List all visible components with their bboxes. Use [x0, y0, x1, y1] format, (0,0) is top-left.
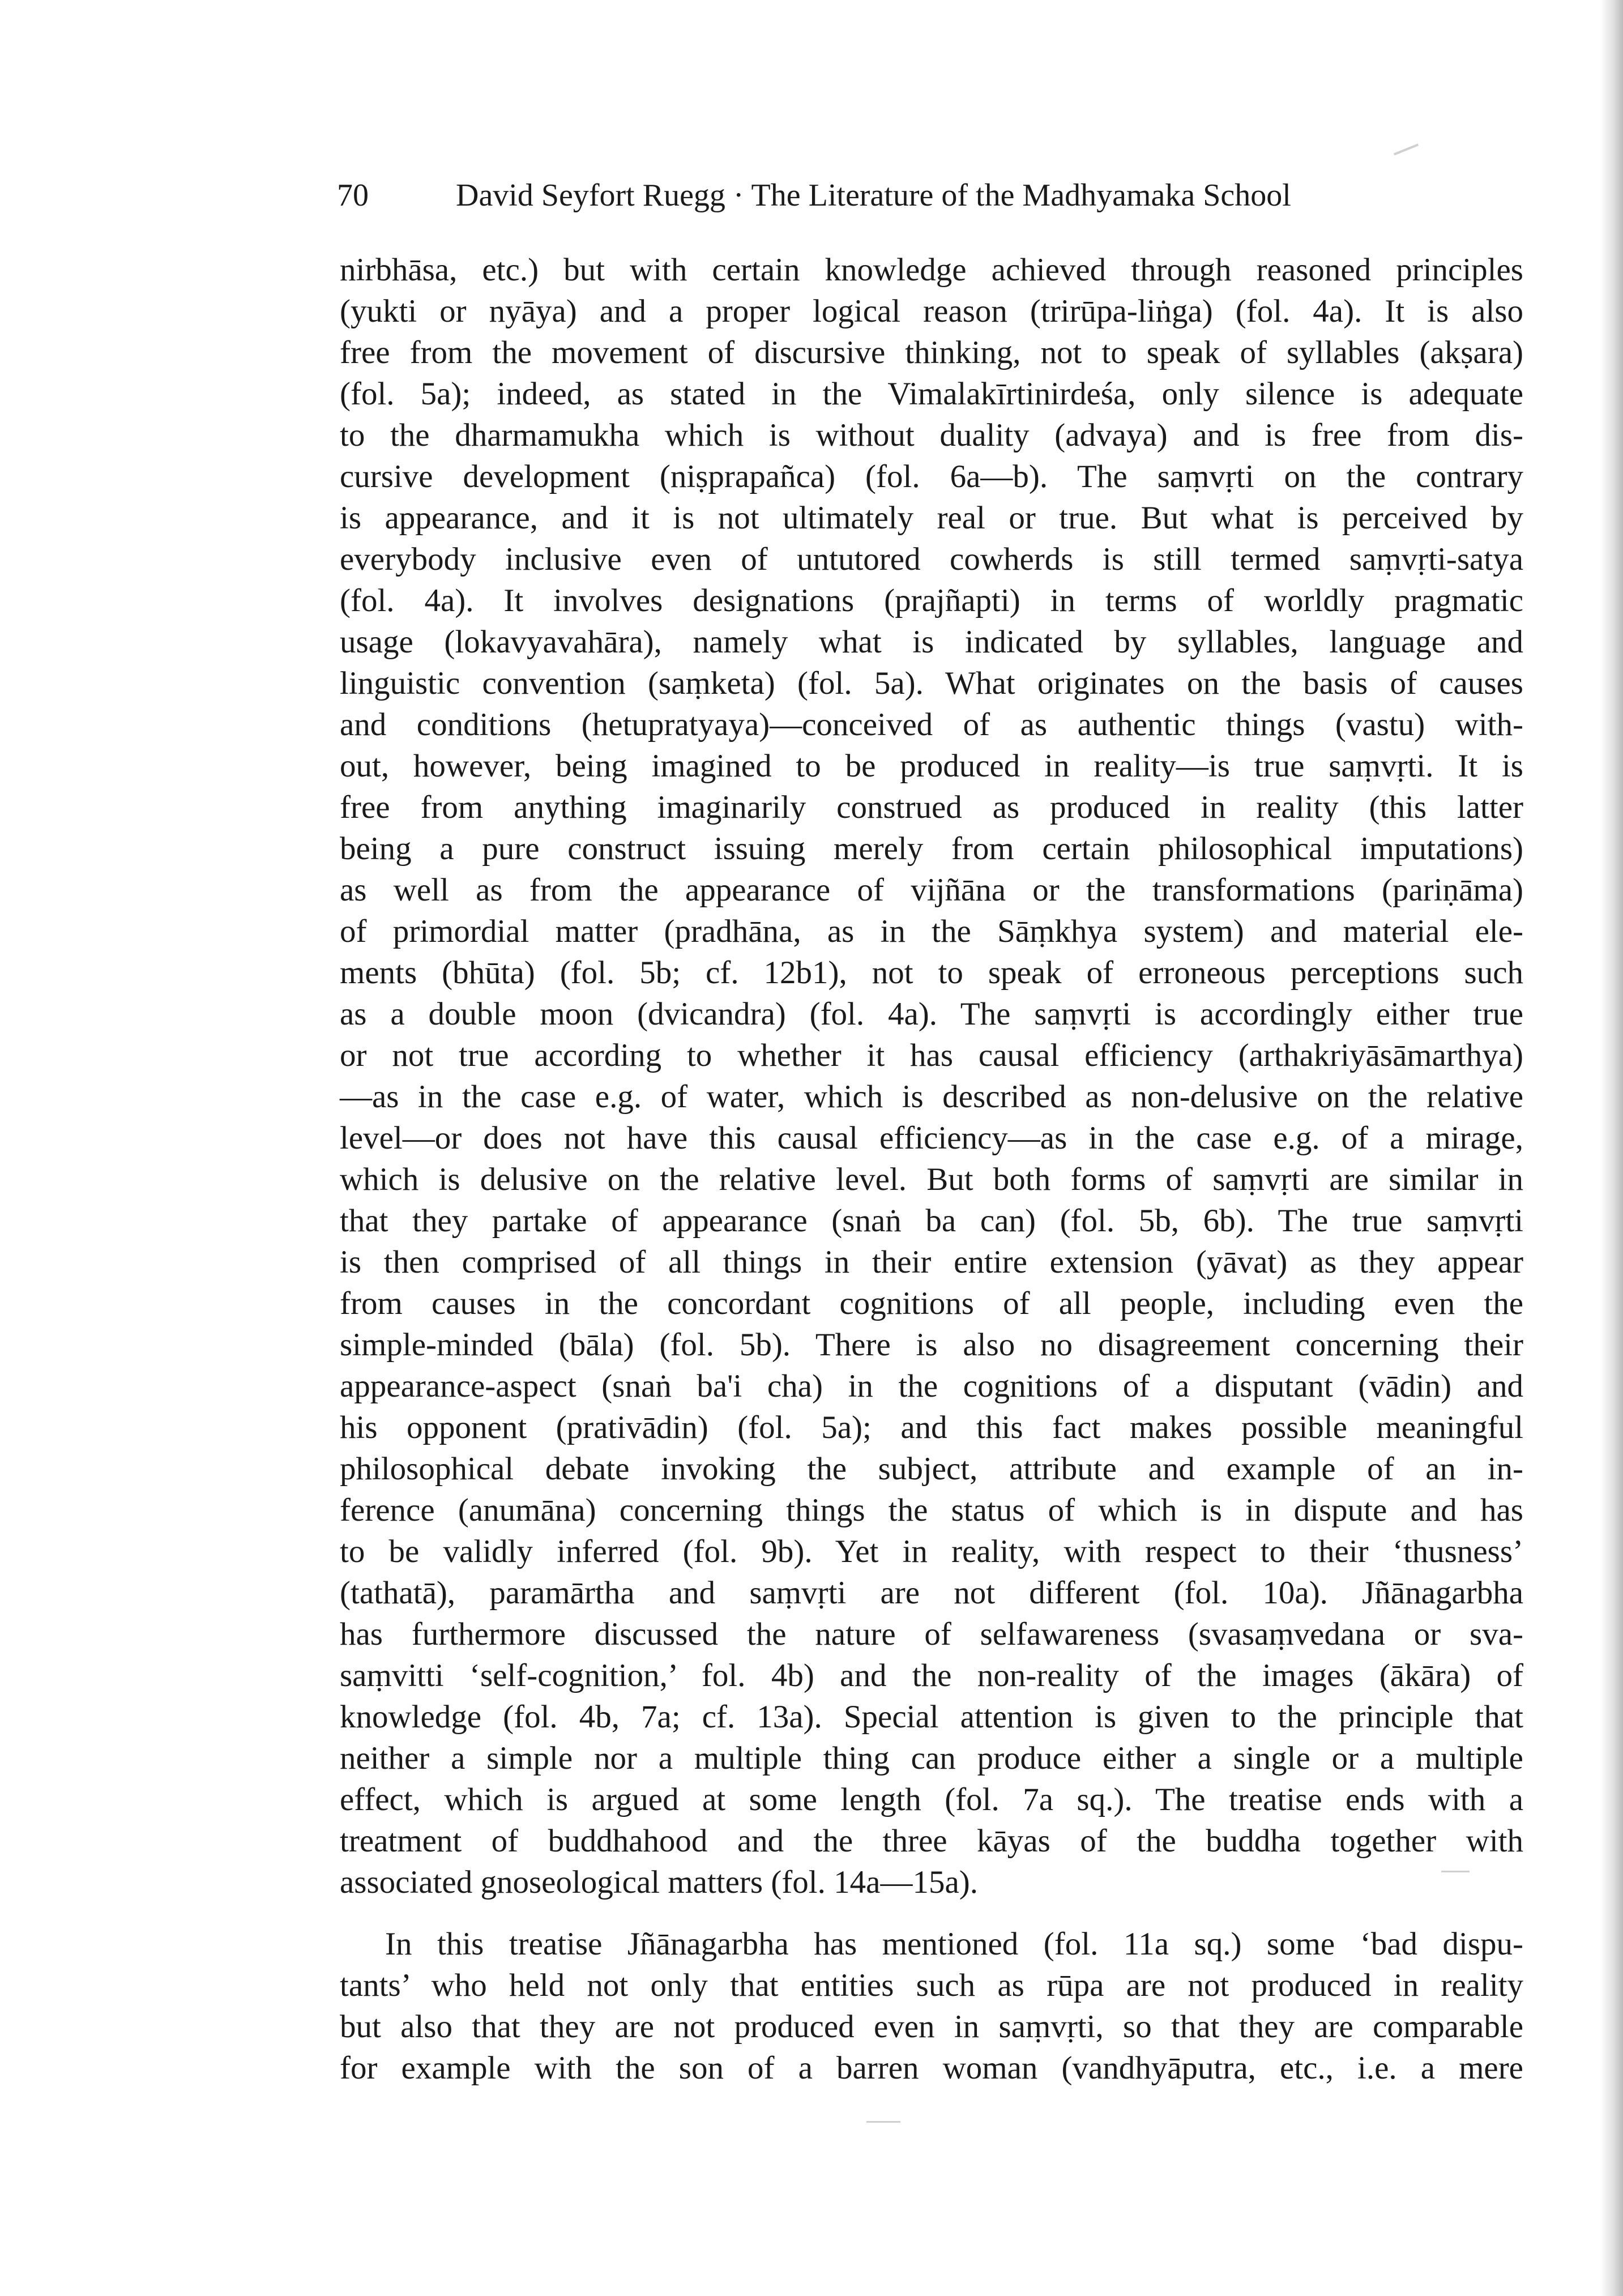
text-line: and conditions (hetupratyaya)—conceived of as authentic things (vastu) with- [340, 707, 1523, 742]
text-line: appearance-aspect (snaṅ ba'i cha) in the cognitions of a disputant (vādin) and [340, 1368, 1523, 1404]
text-line: everybody inclusive even of untutored cowherds is still termed saṃvṛti-satya [340, 541, 1523, 577]
scan-mark [866, 2121, 900, 2123]
text-line: (fol. 5a); indeed, as stated in the Vimalakīrtinirdeśa, only silence is adequate [340, 376, 1523, 412]
text-line: out, however, being imagined to be produced in reality—is true saṃvṛti. It is [340, 748, 1523, 784]
running-header [337, 173, 1413, 218]
running-title: David Seyfort Ruegg · The Literature of the Madhyamaka School [456, 178, 1291, 213]
text-line: nirbhāsa, etc.) but with certain knowledge achieved through reasoned principles [340, 252, 1523, 288]
text-line: is appearance, and it is not ultimately real or true. But what is perceived by [340, 500, 1523, 536]
text-line: has furthermore discussed the nature of selfawareness (svasaṃvedana or sva- [340, 1616, 1523, 1652]
text-line: cursive development (niṣprapañca) (fol. 6a—b). The saṃvṛti on the contrary [340, 459, 1523, 494]
text-line: ference (anumāna) concerning things the status of which is in dispute and has [340, 1492, 1523, 1528]
text-line: which is delusive on the relative level. But both forms of saṃvṛti are similar in [340, 1162, 1523, 1197]
text-line: usage (lokavyavahāra), namely what is indicated by syllables, language and [340, 624, 1523, 660]
scan-mark [1394, 144, 1419, 156]
text-line: treatment of buddhahood and the three kāyas of the buddha together with [340, 1823, 1523, 1859]
text-line: associated gnoseological matters (fol. 14a—15a). [340, 1864, 978, 1900]
text-line: —as in the case e.g. of water, which is described as non-delusive on the relative [340, 1079, 1523, 1115]
text-line: effect, which is argued at some length (fol. 7a sq.). The treatise ends with a [340, 1782, 1523, 1817]
text-line: saṃvitti ‘self-cognition,’ fol. 4b) and the non-reality of the images (ākāra) of [340, 1658, 1523, 1693]
text-line: free from anything imaginarily construed as produced in reality (this latter [340, 789, 1523, 825]
paragraph-gap [340, 1903, 1523, 1923]
text-line: that they partake of appearance (snaṅ ba can) (fol. 5b, 6b). The true saṃvṛti [340, 1203, 1523, 1239]
page-edge-shadow [1600, 0, 1623, 2296]
page-number: 70 [337, 178, 369, 213]
text-line: or not true according to whether it has causal efficiency (arthakriyāsāmarthya) [340, 1038, 1523, 1073]
text-line: level—or does not have this causal efficiency—as in the case e.g. of a mirage, [340, 1120, 1523, 1156]
text-line: being a pure construct issuing merely from certain philosophical imputations) [340, 831, 1523, 867]
text-line: simple-minded (bāla) (fol. 5b). There is also no disagreement concerning their [340, 1327, 1523, 1363]
text-line: (fol. 4a). It involves designations (prajñapti) in terms of worldly pragmatic [340, 583, 1523, 618]
text-line: In this treatise Jñānagarbha has mentioned (fol. 11a sq.) some ‘bad dispu- [385, 1926, 1523, 1962]
text-line: for example with the son of a barren woman (vandhyāputra, etc., i.e. a mere [340, 2050, 1523, 2086]
text-line: knowledge (fol. 4b, 7a; cf. 13a). Special attention is given to the principle that [340, 1699, 1523, 1735]
text-line: ments (bhūta) (fol. 5b; cf. 12b1), not to speak of erroneous perceptions such [340, 955, 1523, 991]
text-line: of primordial matter (pradhāna, as in the Sāṃkhya system) and material ele- [340, 914, 1523, 949]
body-text [340, 249, 1523, 2089]
text-line: as well as from the appearance of vijñāna or the transformations (pariṇāma) [340, 872, 1523, 908]
text-line: philosophical debate invoking the subject, attribute and example of an in- [340, 1451, 1523, 1487]
text-line: (tathatā), paramārtha and saṃvṛti are not different (fol. 10a). Jñānagarbha [340, 1575, 1523, 1611]
text-line: is then comprised of all things in their entire extension (yāvat) as they appear [340, 1244, 1523, 1280]
text-line: his opponent (prativādin) (fol. 5a); and this fact makes possible meaningful [340, 1410, 1523, 1445]
text-line: but also that they are not produced even in saṃvṛti, so that they are comparable [340, 2009, 1523, 2045]
text-line: as a double moon (dvicandra) (fol. 4a). The saṃvṛti is accordingly either true [340, 996, 1523, 1032]
text-line: neither a simple nor a multiple thing can produce either a single or a multiple [340, 1740, 1523, 1776]
text-line: to the dharmamukha which is without duality (advaya) and is free from dis- [340, 417, 1523, 453]
text-line: (yukti or nyāya) and a proper logical reason (trirūpa-liṅga) (fol. 4a). It is also [340, 293, 1523, 329]
text-line: linguistic convention (saṃketa) (fol. 5a). What originates on the basis of causes [340, 665, 1523, 701]
text-line: from causes in the concordant cognitions of all people, including even the [340, 1286, 1523, 1321]
text-line: free from the movement of discursive thinking, not to speak of syllables (akṣara) [340, 335, 1523, 370]
text-line: tants’ who held not only that entities such as rūpa are not produced in reality [340, 1968, 1523, 2003]
text-line: to be validly inferred (fol. 9b). Yet in reality, with respect to their ‘thusness’ [340, 1534, 1523, 1569]
